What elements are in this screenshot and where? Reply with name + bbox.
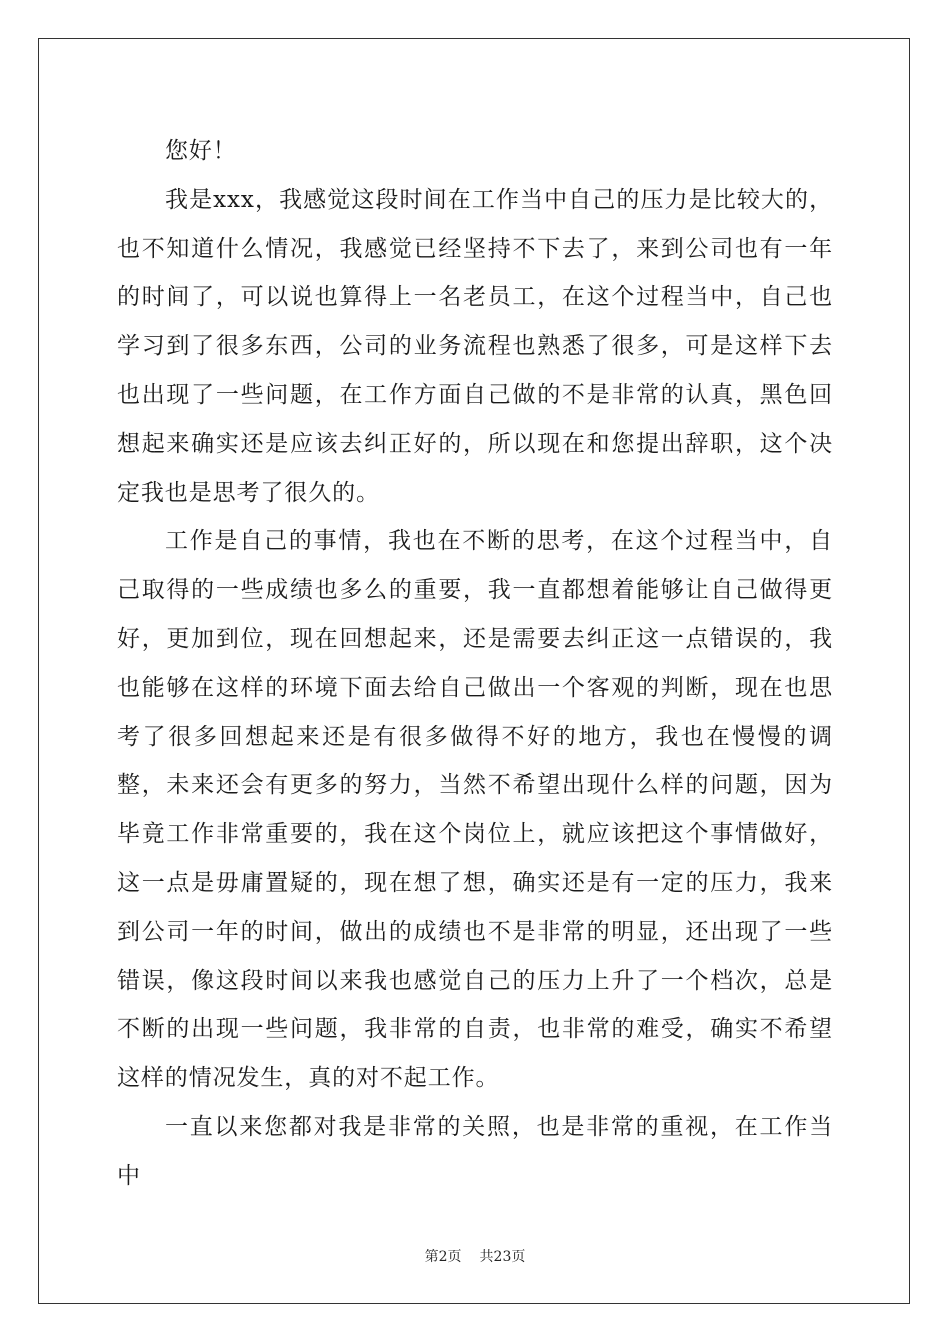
- page-number: 第2页: [424, 1249, 462, 1265]
- document-body: [117, 127, 833, 1201]
- greeting-paragraph: 您好！: [165, 138, 237, 164]
- body-paragraph-2: 工作是自己的事情，我也在不断的思考，在这个过程当中，自己取得的一些成绩也多么的重要，我一直都想着能够让自己做得更好，更加到位，现在回想起来，还是需要去纠正这一点错误的，我也能够在这样的环境下面去给自己做出一个客观的判断，现在也思考了很多回想起来还是有很多做得不好的地方，我也在慢慢的调整，未来还会有更多的努力，当然不希望出现什么样的问题，因为毕竟工作非常重要的，我在这个岗位上，就应该把这个事情做好，这一点是毋庸置疑的，现在想了想，确实还是有一定的压力，我来到公司一年的时间，做出的成绩也不是非常的明显，还出现了一些错误，像这段时间以来我也感觉自己的压力上升了一个档次，总是不断的出现一些问题，我非常的自责，也非常的难受，确实不希望这样的情况发生，真的对不起工作。: [117, 528, 833, 1092]
- page-total: 共23页: [479, 1249, 526, 1265]
- body-paragraph-1: 我是xxx，我感觉这段时间在工作当中自己的压力是比较大的，也不知道什么情况，我感觉已经坚持不下去了，来到公司也有一年的时间了，可以说也算得上一名老员工，在这个过程当中，自己也学习到了很多东西，公司的业务流程也熟悉了很多，可是这样下去也出现了一些问题，在工作方面自己做的不是非常的认真，黑色回想起来确实还是应该去纠正好的，所以现在和您提出辞职，这个决定我也是思考了很久的。: [117, 186, 833, 506]
- page-footer: [0, 1246, 950, 1266]
- body-paragraph-3: 一直以来您都对我是非常的关照，也是非常的重视，在工作当中: [117, 1113, 833, 1189]
